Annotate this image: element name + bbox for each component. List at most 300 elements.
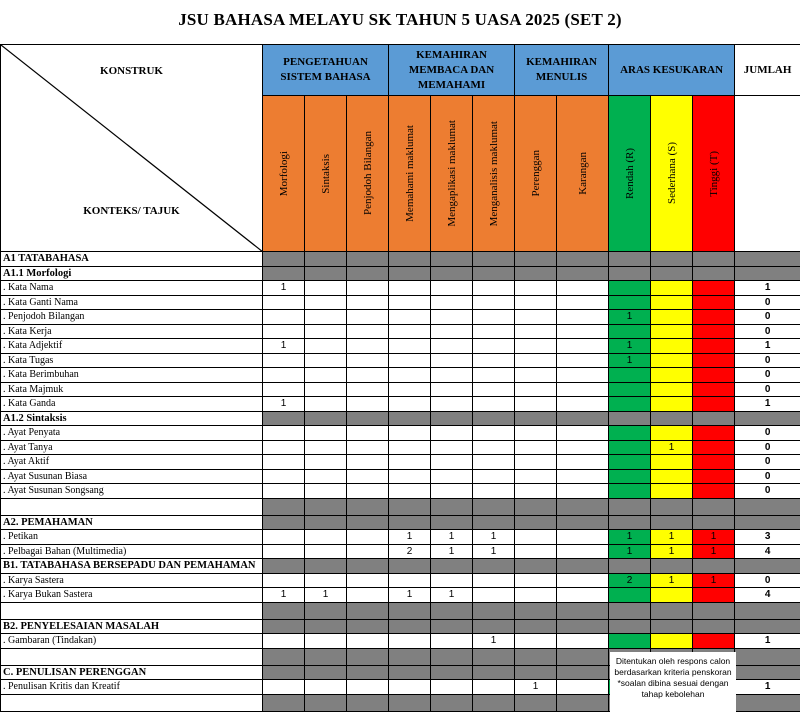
row-label: B1. TATABAHASA BERSEPADU DAN PEMAHAMAN (1, 559, 263, 574)
table-row (1, 602, 800, 619)
value-cell (515, 353, 557, 368)
gray-cell (609, 498, 651, 515)
value-cell (473, 484, 515, 499)
table-row (1, 252, 800, 267)
sub-mengaplikasi (431, 96, 473, 252)
value-cell (263, 310, 305, 325)
total-cell: 3 (735, 530, 800, 545)
value-cell (693, 484, 735, 499)
value-cell: 1 (431, 544, 473, 559)
row-label: A1.2 Sintaksis (1, 411, 263, 426)
gray-cell (651, 602, 693, 619)
gray-cell (609, 515, 651, 530)
row-label: . Penulisan Kritis dan Kreatif (1, 680, 263, 695)
gray-cell (347, 252, 389, 267)
row-label: . Kata Kerja (1, 324, 263, 339)
value-cell (557, 426, 609, 441)
gray-cell (693, 515, 735, 530)
table-row (1, 310, 800, 325)
sub-label: Memahami maklumat (404, 125, 416, 222)
value-cell: 1 (609, 353, 651, 368)
sub-rendah (609, 96, 651, 252)
value-cell: 2 (389, 544, 431, 559)
gray-cell (735, 498, 800, 515)
gray-cell (735, 252, 800, 267)
row-label: . Kata Majmuk (1, 382, 263, 397)
value-cell (473, 426, 515, 441)
total-cell: 0 (735, 382, 800, 397)
gray-cell (305, 602, 347, 619)
value-cell (347, 440, 389, 455)
value-cell (651, 324, 693, 339)
value-cell (651, 310, 693, 325)
value-cell (473, 573, 515, 588)
gray-cell (693, 602, 735, 619)
value-cell (693, 588, 735, 603)
value-cell (473, 310, 515, 325)
table-row (1, 530, 800, 545)
gray-cell (347, 619, 389, 634)
value-cell (305, 324, 347, 339)
total-cell: 0 (735, 368, 800, 383)
gray-cell (557, 515, 609, 530)
membaca-header: KEMAHIRAN MEMBACA DAN MEMAHAMI (389, 45, 515, 96)
pengetahuan-header: PENGETAHUAN SISTEM BAHASA (263, 45, 389, 96)
value-cell (515, 339, 557, 354)
row-label: . Ayat Tanya (1, 440, 263, 455)
gray-cell (651, 411, 693, 426)
gray-cell (557, 411, 609, 426)
value-cell (263, 530, 305, 545)
value-cell (431, 455, 473, 470)
value-cell (651, 588, 693, 603)
value-cell (693, 426, 735, 441)
value-cell (651, 455, 693, 470)
total-cell: 0 (735, 295, 800, 310)
gray-cell (651, 559, 693, 574)
gray-cell (305, 252, 347, 267)
table-row (1, 634, 800, 649)
gray-cell (557, 619, 609, 634)
gray-cell (473, 498, 515, 515)
sub-jumlah (735, 96, 800, 252)
value-cell: 1 (431, 588, 473, 603)
value-cell (609, 397, 651, 412)
value-cell (557, 281, 609, 296)
value-cell (557, 310, 609, 325)
table-row (1, 266, 800, 281)
table-row (1, 619, 800, 634)
value-cell (693, 455, 735, 470)
total-cell: 0 (735, 324, 800, 339)
value-cell (305, 573, 347, 588)
row-label: . Pelbagai Bahan (Multimedia) (1, 544, 263, 559)
gray-cell (651, 619, 693, 634)
sub-label: Rendah (R) (624, 148, 636, 199)
value-cell (557, 455, 609, 470)
gray-cell (347, 602, 389, 619)
value-cell (473, 368, 515, 383)
gray-cell (263, 411, 305, 426)
value-cell (389, 455, 431, 470)
value-cell (557, 353, 609, 368)
value-cell (609, 484, 651, 499)
value-cell (347, 339, 389, 354)
gray-cell (557, 252, 609, 267)
value-cell (515, 368, 557, 383)
total-cell: 1 (735, 680, 800, 695)
row-label (1, 694, 263, 711)
value-cell (693, 440, 735, 455)
scoring-note: Ditentukan oleh respons calon berdasarkan kriteria penskoran *soalan dibina sesuai dengan tahap kebolehan (610, 652, 736, 714)
value-cell (431, 469, 473, 484)
value-cell: 2 (609, 573, 651, 588)
gray-cell (263, 694, 305, 711)
value-cell (305, 397, 347, 412)
gray-cell (431, 559, 473, 574)
sub-label: Penjodoh Bilangan (362, 131, 374, 215)
value-cell (389, 295, 431, 310)
value-cell: 1 (473, 634, 515, 649)
gray-cell (305, 411, 347, 426)
value-cell (431, 634, 473, 649)
value-cell (305, 469, 347, 484)
gray-cell (431, 252, 473, 267)
total-cell: 1 (735, 634, 800, 649)
sub-sederhana (651, 96, 693, 252)
gray-cell (515, 602, 557, 619)
row-label: . Ayat Susunan Biasa (1, 469, 263, 484)
value-cell (515, 573, 557, 588)
value-cell (389, 484, 431, 499)
value-cell (473, 324, 515, 339)
gray-cell (735, 619, 800, 634)
value-cell (693, 382, 735, 397)
gray-cell (473, 559, 515, 574)
value-cell (557, 324, 609, 339)
total-cell: 0 (735, 353, 800, 368)
jumlah-header: JUMLAH (735, 45, 800, 96)
gray-cell (693, 498, 735, 515)
value-cell (609, 295, 651, 310)
value-cell (389, 310, 431, 325)
gray-cell (735, 515, 800, 530)
value-cell (389, 680, 431, 695)
gray-cell (263, 515, 305, 530)
value-cell (305, 634, 347, 649)
sub-tinggi (693, 96, 735, 252)
value-cell: 1 (609, 544, 651, 559)
konstruk-header-cell (1, 45, 263, 252)
total-cell: 0 (735, 440, 800, 455)
row-label: . Kata Berimbuhan (1, 368, 263, 383)
total-cell: 0 (735, 426, 800, 441)
value-cell: 1 (263, 588, 305, 603)
value-cell (347, 397, 389, 412)
row-label: . Karya Bukan Sastera (1, 588, 263, 603)
gray-cell (735, 602, 800, 619)
value-cell (557, 588, 609, 603)
gray-cell (609, 411, 651, 426)
value-cell (347, 530, 389, 545)
value-cell (305, 353, 347, 368)
row-label: . Kata Adjektif (1, 339, 263, 354)
value-cell (557, 339, 609, 354)
gray-cell (473, 648, 515, 665)
gray-cell (389, 694, 431, 711)
value-cell (305, 440, 347, 455)
gray-cell (389, 252, 431, 267)
gray-cell (473, 602, 515, 619)
value-cell (389, 426, 431, 441)
gray-cell (557, 602, 609, 619)
value-cell (557, 382, 609, 397)
gray-cell (389, 648, 431, 665)
value-cell (515, 588, 557, 603)
value-cell (389, 440, 431, 455)
value-cell: 1 (389, 530, 431, 545)
value-cell (693, 353, 735, 368)
value-cell (263, 382, 305, 397)
gray-cell (263, 559, 305, 574)
sub-label: Tinggi (T) (708, 151, 720, 197)
value-cell (609, 469, 651, 484)
value-cell (347, 469, 389, 484)
gray-cell (693, 252, 735, 267)
row-label: . Penjodoh Bilangan (1, 310, 263, 325)
row-label (1, 648, 263, 665)
value-cell (693, 397, 735, 412)
page-title: JSU BAHASA MELAYU SK TAHUN 5 UASA 2025 (SET 2) (0, 10, 800, 30)
value-cell: 1 (431, 530, 473, 545)
value-cell: 1 (515, 680, 557, 695)
value-cell (389, 634, 431, 649)
gray-cell (263, 648, 305, 665)
gray-cell (347, 411, 389, 426)
value-cell (515, 382, 557, 397)
value-cell (473, 455, 515, 470)
gray-cell (431, 602, 473, 619)
value-cell (693, 295, 735, 310)
gray-cell (431, 648, 473, 665)
value-cell (431, 484, 473, 499)
value-cell (263, 634, 305, 649)
value-cell (515, 544, 557, 559)
row-label: . Kata Tugas (1, 353, 263, 368)
row-label: C. PENULISAN PERENGGAN (1, 665, 263, 680)
value-cell (515, 484, 557, 499)
value-cell (389, 397, 431, 412)
gray-cell (473, 694, 515, 711)
gray-cell (515, 266, 557, 281)
row-label (1, 602, 263, 619)
value-cell (347, 426, 389, 441)
value-cell (347, 573, 389, 588)
value-cell: 1 (263, 397, 305, 412)
value-cell (347, 368, 389, 383)
value-cell: 1 (473, 530, 515, 545)
row-label: . Kata Ganda (1, 397, 263, 412)
gray-cell (473, 252, 515, 267)
value-cell (515, 324, 557, 339)
value-cell (431, 368, 473, 383)
row-label: . Ayat Aktif (1, 455, 263, 470)
value-cell (693, 310, 735, 325)
table-row (1, 382, 800, 397)
total-cell: 1 (735, 281, 800, 296)
gray-cell (431, 694, 473, 711)
konteks-label: KONTEKS/ TAJUK (1, 205, 262, 217)
gray-cell (305, 266, 347, 281)
gray-cell (473, 266, 515, 281)
value-cell (347, 680, 389, 695)
gray-cell (473, 515, 515, 530)
value-cell (347, 310, 389, 325)
gray-cell (431, 498, 473, 515)
value-cell (651, 281, 693, 296)
gray-cell (515, 619, 557, 634)
gray-cell (693, 559, 735, 574)
value-cell (305, 680, 347, 695)
value-cell (515, 634, 557, 649)
value-cell (347, 382, 389, 397)
row-label: . Ayat Penyata (1, 426, 263, 441)
value-cell (305, 544, 347, 559)
gray-cell (431, 266, 473, 281)
gray-cell (389, 559, 431, 574)
value-cell (347, 324, 389, 339)
sub-label: Sederhana (S) (666, 142, 678, 204)
value-cell (651, 469, 693, 484)
gray-cell (263, 602, 305, 619)
gray-cell (557, 694, 609, 711)
table-row (1, 484, 800, 499)
table-row (1, 353, 800, 368)
gray-cell (515, 252, 557, 267)
total-cell: 4 (735, 588, 800, 603)
value-cell (263, 295, 305, 310)
value-cell (609, 382, 651, 397)
value-cell (515, 426, 557, 441)
value-cell: 1 (609, 339, 651, 354)
gray-cell (515, 648, 557, 665)
value-cell (263, 680, 305, 695)
value-cell (305, 368, 347, 383)
value-cell (389, 353, 431, 368)
gray-cell (431, 619, 473, 634)
gray-cell (473, 411, 515, 426)
value-cell (557, 484, 609, 499)
value-cell (263, 353, 305, 368)
value-cell (347, 544, 389, 559)
gray-cell (609, 602, 651, 619)
value-cell (431, 353, 473, 368)
value-cell (515, 455, 557, 470)
sub-menganalisis (473, 96, 515, 252)
gray-cell (305, 559, 347, 574)
value-cell (651, 426, 693, 441)
gray-cell (431, 515, 473, 530)
gray-cell (609, 252, 651, 267)
total-cell: 1 (735, 397, 800, 412)
gray-cell (515, 559, 557, 574)
value-cell (557, 573, 609, 588)
value-cell (263, 440, 305, 455)
value-cell (515, 397, 557, 412)
sub-label: Sintaksis (320, 154, 332, 194)
value-cell (609, 588, 651, 603)
value-cell (389, 469, 431, 484)
gray-cell (515, 498, 557, 515)
gray-cell (735, 648, 800, 665)
table-row (1, 440, 800, 455)
row-label: B2. PENYELESAIAN MASALAH (1, 619, 263, 634)
value-cell (431, 339, 473, 354)
value-cell (263, 484, 305, 499)
value-cell (473, 680, 515, 695)
value-cell (305, 484, 347, 499)
table-row (1, 368, 800, 383)
value-cell (389, 324, 431, 339)
value-cell (693, 368, 735, 383)
gray-cell (263, 665, 305, 680)
value-cell (693, 324, 735, 339)
gray-cell (515, 411, 557, 426)
gray-cell (389, 515, 431, 530)
value-cell (431, 680, 473, 695)
value-cell (263, 469, 305, 484)
value-cell (347, 484, 389, 499)
value-cell (651, 368, 693, 383)
gray-cell (347, 665, 389, 680)
value-cell (305, 530, 347, 545)
gray-cell (263, 498, 305, 515)
value-cell (557, 440, 609, 455)
value-cell (515, 530, 557, 545)
table-row (1, 469, 800, 484)
gray-cell (347, 266, 389, 281)
row-label: A2. PEMAHAMAN (1, 515, 263, 530)
value-cell (651, 353, 693, 368)
value-cell (473, 281, 515, 296)
value-cell (347, 281, 389, 296)
total-cell: 4 (735, 544, 800, 559)
sub-label: Menganalisis maklumat (488, 121, 500, 226)
sub-karangan (557, 96, 609, 252)
gray-cell (557, 665, 609, 680)
table-row (1, 281, 800, 296)
sub-memahami (389, 96, 431, 252)
value-cell (263, 544, 305, 559)
sub-label: Morfologi (278, 151, 290, 196)
value-cell (651, 484, 693, 499)
value-cell (609, 455, 651, 470)
value-cell (347, 353, 389, 368)
value-cell (473, 295, 515, 310)
gray-cell (431, 411, 473, 426)
value-cell (347, 295, 389, 310)
value-cell (431, 281, 473, 296)
gray-cell (609, 619, 651, 634)
value-cell (263, 573, 305, 588)
gray-cell (473, 619, 515, 634)
value-cell (693, 281, 735, 296)
gray-cell (389, 266, 431, 281)
row-label: A1.1 Morfologi (1, 266, 263, 281)
value-cell (609, 426, 651, 441)
gray-cell (431, 665, 473, 680)
value-cell (389, 281, 431, 296)
